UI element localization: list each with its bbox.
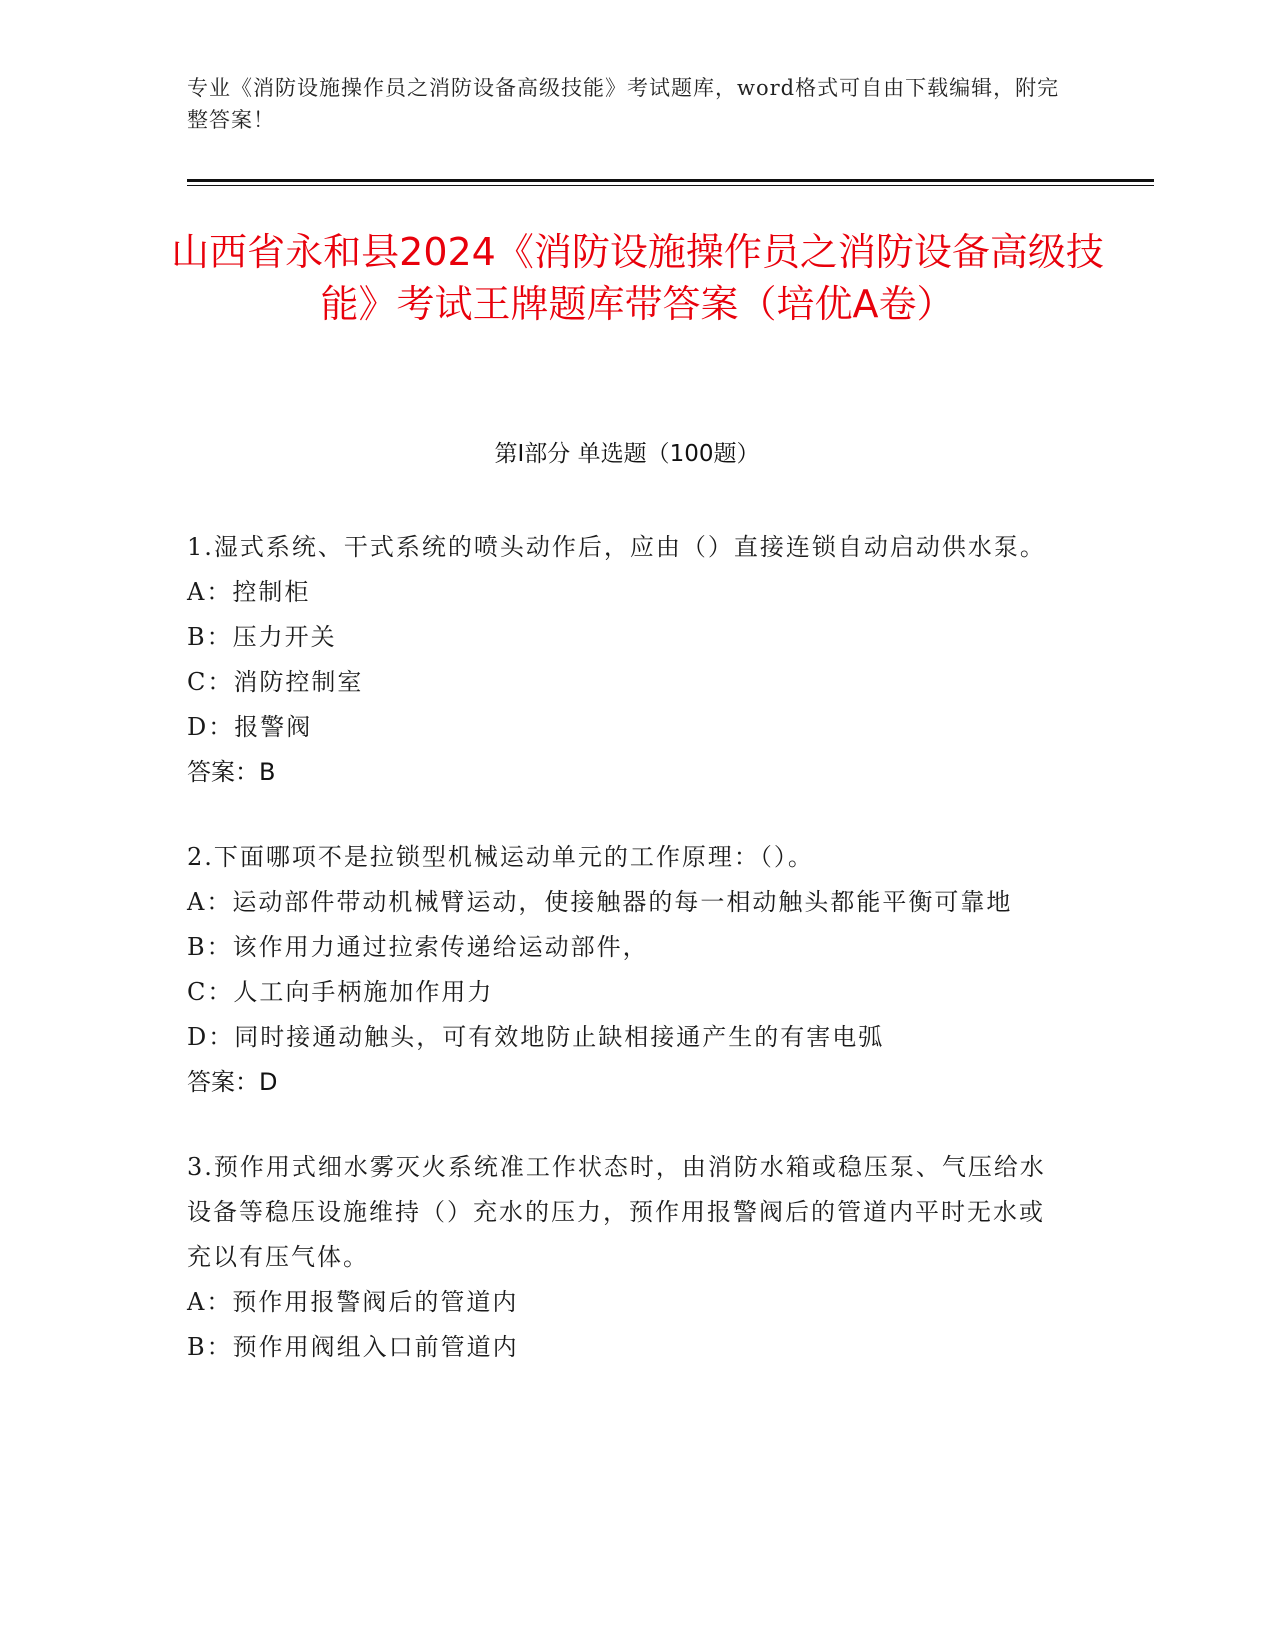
option-d: D：同时接通动触头，可有效地防止缺相接通产生的有害电弧: [187, 1023, 885, 1051]
option-a: A：控制柜: [187, 578, 311, 606]
answer: 答案：D: [187, 1068, 278, 1096]
answer: 答案：B: [187, 758, 276, 786]
question-list: [187, 525, 1067, 1410]
section-title: 第I部分 单选题（100题）: [494, 441, 760, 467]
question-1: [187, 525, 1067, 795]
option-a: A：预作用报警阀后的管道内: [187, 1288, 519, 1316]
header-rule-thick: [187, 179, 1154, 182]
option-b: B：压力开关: [187, 623, 337, 651]
question-stem: 3.预作用式细水雾灭火系统准工作状态时，由消防水箱或稳压泵、气压给水设备等稳压设施维持（）充水的压力，预作用报警阀后的管道内平时无水或充以有压气体。: [187, 1153, 1046, 1271]
question-stem: 1.湿式系统、干式系统的喷头动作后，应由（）直接连锁自动启动供水泵。: [187, 533, 1046, 561]
question-2: [187, 835, 1067, 1105]
document-title: 山西省永和县2024《消防设施操作员之消防设备高级技能》考试王牌题库带答案（培优A卷）: [171, 230, 1104, 326]
option-c: C：消防控制室: [187, 668, 364, 696]
option-d: D：报警阀: [187, 713, 313, 741]
option-a: A：运动部件带动机械臂运动，使接触器的每一相动触头都能平衡可靠地: [187, 888, 1013, 916]
option-b: B：预作用阀组入口前管道内: [187, 1333, 519, 1361]
option-c: C：人工向手柄施加作用力: [187, 978, 494, 1006]
header-note: 专业《消防设施操作员之消防设备高级技能》考试题库，word格式可自由下载编辑，附完整答案！: [187, 76, 1060, 132]
question-3: [187, 1145, 1067, 1370]
option-b: B：该作用力通过拉索传递给运动部件，: [187, 933, 649, 961]
header-rule-thin: [187, 185, 1154, 186]
question-stem: 2.下面哪项不是拉锁型机械运动单元的工作原理：（）。: [187, 843, 814, 871]
